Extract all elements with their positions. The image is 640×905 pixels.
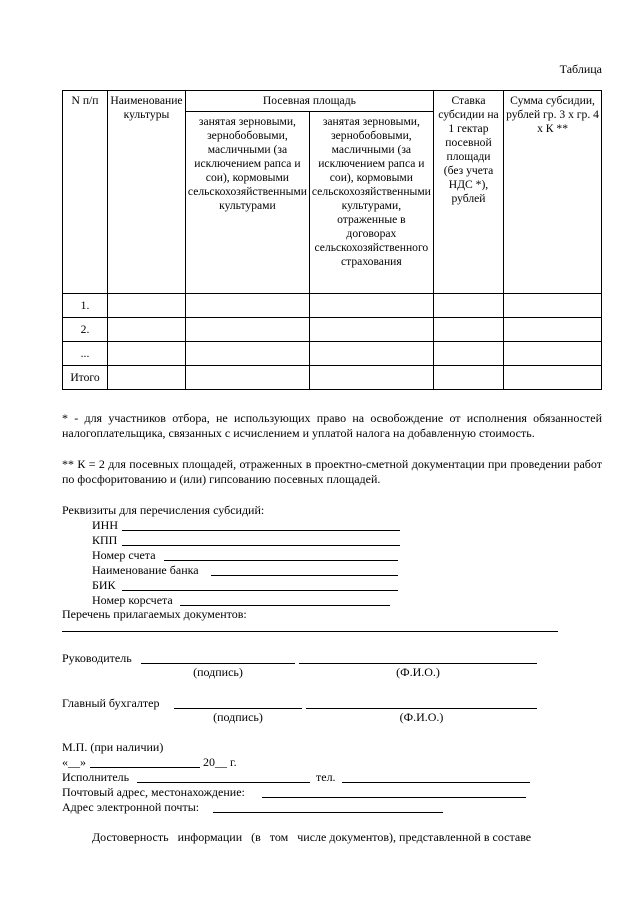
- table-caption: Таблица: [559, 62, 602, 76]
- postal-address-field[interactable]: [262, 797, 526, 798]
- cell[interactable]: [309, 366, 433, 390]
- cell[interactable]: [504, 342, 602, 366]
- row-label: Итого: [63, 366, 108, 390]
- row-label: ...: [63, 342, 108, 366]
- cell[interactable]: [433, 366, 503, 390]
- cell[interactable]: [108, 366, 186, 390]
- account-field[interactable]: [164, 560, 398, 561]
- note-vat: * - для участников отбора, не использующих право на освобождение от исполнения обязанностей налогоплательщика, связанных с исчислением и уплатой налога на добавленную стоимость.: [62, 411, 602, 440]
- header-sum: Сумма субсидии, рублей гр. 3 x гр. 4 x К **: [504, 91, 602, 294]
- head-label: Руководитель: [62, 651, 132, 665]
- row-label: 1.: [63, 294, 108, 318]
- reliability-text: Достоверность информации (в том числе документов), представленной в составе: [92, 830, 532, 844]
- subsidy-table: [62, 90, 602, 390]
- cell[interactable]: [504, 318, 602, 342]
- date-day: «__»: [62, 755, 86, 769]
- cell[interactable]: [185, 318, 309, 342]
- head-signature-caption: (подпись): [193, 665, 243, 679]
- accountant-signature-field[interactable]: [174, 708, 302, 709]
- cell[interactable]: [185, 342, 309, 366]
- executor-label: Исполнитель: [62, 770, 130, 784]
- header-area-sub1: занятая зерновыми, зернобобовыми, масличными (за исключением рапса и сои), кормовыми сельскохозяйственными культурами: [185, 112, 309, 294]
- cell[interactable]: [108, 294, 186, 318]
- documents-field[interactable]: [62, 631, 558, 632]
- requisites-title: Реквизиты для перечисления субсидий:: [62, 503, 265, 517]
- email-label: Адрес электронной почты:: [62, 800, 200, 814]
- cell[interactable]: [309, 342, 433, 366]
- bik-label: БИК: [92, 578, 116, 592]
- header-area-sub2: занятая зерновыми, зернобобовыми, масличными (за исключением рапса и сои), кормовыми сельскохозяйственными культурами, отраженные в договорах сельскохозяйственного страхования: [309, 112, 433, 294]
- documents-label: Перечень прилагаемых документов:: [62, 607, 247, 621]
- chief-accountant-label: Главный бухгалтер: [62, 696, 160, 710]
- head-signature-field[interactable]: [141, 663, 295, 664]
- cell[interactable]: [309, 294, 433, 318]
- head-name-field[interactable]: [299, 663, 537, 664]
- table-row: [63, 342, 602, 366]
- kpp-field[interactable]: [122, 545, 400, 546]
- inn-label: ИНН: [92, 518, 118, 532]
- header-culture: Наименование культуры: [108, 91, 186, 294]
- header-area: Посевная площадь: [185, 91, 433, 112]
- corr-account-label: Номер корсчета: [92, 593, 173, 607]
- corr-account-field[interactable]: [180, 605, 390, 606]
- table-row: [63, 318, 602, 342]
- email-field[interactable]: [213, 812, 443, 813]
- header-rate: Ставка субсидии на 1 гектар посевной площади (без учета НДС *), рублей: [433, 91, 503, 294]
- cell[interactable]: [433, 318, 503, 342]
- row-label: 2.: [63, 318, 108, 342]
- bank-field[interactable]: [211, 575, 398, 576]
- cell[interactable]: [185, 366, 309, 390]
- phone-label: тел.: [316, 770, 336, 784]
- stamp-label: М.П. (при наличии): [62, 740, 164, 754]
- head-name-caption: (Ф.И.О.): [396, 665, 440, 679]
- cell[interactable]: [504, 294, 602, 318]
- date-month-field[interactable]: [90, 767, 200, 768]
- cell[interactable]: [108, 318, 186, 342]
- header-num: N п/п: [63, 91, 108, 294]
- kpp-label: КПП: [92, 533, 118, 547]
- account-label: Номер счета: [92, 548, 156, 562]
- postal-address-label: Почтовый адрес, местонахождение:: [62, 785, 245, 799]
- cell[interactable]: [309, 318, 433, 342]
- accountant-name-caption: (Ф.И.О.): [399, 710, 444, 724]
- cell[interactable]: [433, 342, 503, 366]
- accountant-name-field[interactable]: [306, 708, 537, 709]
- cell[interactable]: [433, 294, 503, 318]
- bik-field[interactable]: [122, 590, 398, 591]
- table-row: [63, 294, 602, 318]
- phone-field[interactable]: [342, 782, 530, 783]
- inn-field[interactable]: [122, 530, 400, 531]
- accountant-signature-caption: (подпись): [213, 710, 263, 724]
- cell[interactable]: [108, 342, 186, 366]
- executor-field[interactable]: [137, 782, 310, 783]
- note-k: ** К = 2 для посевных площадей, отраженных в проектно-сметной документации при проведении работ по фосфоритованию и (или) гипсованию посевных площадей.: [62, 457, 602, 486]
- date-year: 20__ г.: [203, 755, 237, 769]
- cell[interactable]: [185, 294, 309, 318]
- cell[interactable]: [504, 366, 602, 390]
- table-row-total: [63, 366, 602, 390]
- bank-label: Наименование банка: [92, 563, 199, 577]
